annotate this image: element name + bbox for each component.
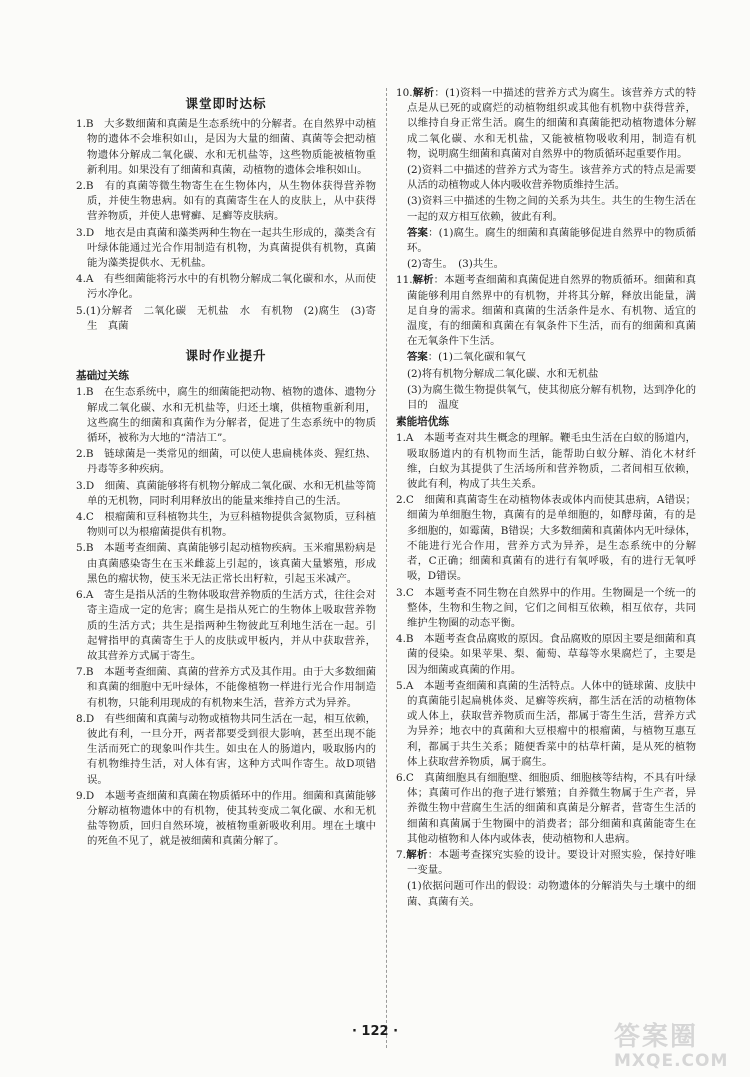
answer-item: 5.A 本题考查细菌和真菌的生活特点。人体中的链球菌、皮肤中的真菌能引起扁桃体炎、足癣等疾病，都生活在活的动植物体或人体上，获取营养物质而生活，都属于寄生生活，营养方式为异养；地衣中的真菌和大豆根瘤中的根瘤菌，与植物互惠互利，都属于共生关系；随便香菜中的枯草杆菌，是从死的植物体上获取营养物质，属于腐生。 [396,679,696,768]
answer-item: 4.C 根瘤菌和豆科植物共生，为豆科植物提供含氮物质，豆科植物则可以为根瘤菌提供有机物。 [76,511,376,539]
answer-item: 2.B 有的真菌等微生物寄生在生物体内，从生物体获得营养物质，并使生物患病。如有的真菌寄生在人的皮肤上，从中获得营养物质，并使人患臂癣、足癣等皮肤病。 [76,180,376,223]
answer-key-line: (3)为腐生微生物提供氧气，使其彻底分解有机物，达到净化的目的 温度 [407,383,696,412]
answer-item: 1.B 大多数细菌和真菌是生态系统中的分解者。在自然界中动植物的遗体不会堆积如山，是因为大量的细菌、真菌等会把动植物遗体分解成二氧化碳、水和无机盐等，这些物质能被植物重新利用。如果没有了细菌和真菌，动植物的遗体会堆积如山。 [76,118,376,176]
answer-item: 1.A 本题考查对共生概念的理解。鞭毛虫生活在白蚁的肠道内，吸取肠道内的有机物而生活，能帮助白蚁分解、消化木材纤维，白蚁为其提供了生活场所和营养物质，二者间相互依赖，彼此有利，构成了共生关系。 [396,432,696,491]
answer-item: 5.(1)分解者 二氧化碳 无机盐 水 有机物 (2)腐生 (3)寄生 真菌 [76,304,376,332]
answer-item-11: 11.解析：本题考查细菌和真菌促进自然界的物质循环。细菌和真菌能够利用自然界中的有机物，并将其分解，释放出能量，满足自身的需求。细菌和真菌的生活条件是水、有机物、适宜的温度，有的细菌和真菌在有氧条件下生活，而有的细菌和真菌在无氧条件下生活。 [396,274,697,348]
section-title-classroom: 课堂即时达标 [185,96,267,111]
right-column [396,86,696,911]
watermark-url: MXQE.COM [614,1051,729,1071]
answer-paragraph: (3)资料三中描述的生物之间的关系为共生。共生的生物生活在一起的双方相互依赖，彼此有利。 [407,195,696,223]
answer-item: 5.B 本题考查细菌、真菌能够引起动植物疾病。玉米瘤黑粉病是由真菌感染寄生在玉米雌蕊上引起的，该真菌大量繁殖，形成黑色的瘤状物，使玉米无法正常长出籽粒，引起玉米减产。 [76,542,376,585]
answer-key-line: (2)寄生。 (3)共生。 [407,258,504,271]
answer-item: 8.D 有些细菌和真菌与动物或植物共同生活在一起，相互依赖，彼此有利，一旦分开，两者都要受到很大影响，甚至出现不能生活而死亡的现象叫作共生。如虫在人的肠道内，吸取肠内的有机物维持生活，对人体有害，这种方式叫作寄生。故D项错误。 [76,712,376,786]
answer-item: 9.D 本题考查细菌和真菌在物质循环中的作用。细菌和真菌能够分解动植物遗体中的有机物，使其转变成二氧化碳、水和无机盐等物质，回归自然环境，被植物重新吸收利用。埋在土壤中的死鱼不见了，就是被细菌和真菌分解了。 [76,789,376,848]
answer-item: 1.B 在生态系统中，腐生的细菌能把动物、植物的遗体、遗物分解成二氧化碳、水和无机盐等，归还土壤，供植物重新利用，这些腐生的细菌和真菌作为分解者，促进了生态系统中的物质循环，被称为大地的“清洁工”。 [76,386,376,445]
column-divider [386,88,387,1048]
answer-item: 4.A 有些细菌能将污水中的有机物分解成二氧化碳和水，从而使污水净化。 [76,273,376,301]
answer-item: 2.B 链球菌是一类常见的细菌，可以使人患扁桃体炎、猩红热、丹毒等多种疾病。 [76,448,376,476]
answer-item: 4.B 本题考查食品腐败的原因。食品腐败的原因主要是细菌和真菌的侵染。如果苹果、梨、葡萄、草莓等水果腐烂了，主要是因为细菌或真菌的作用。 [396,633,696,676]
answer-key: 答案：(1)二氧化碳和氧气 [407,351,526,364]
answer-item: 7.B 本题考查细菌、真菌的营养方式及其作用。由于大多数细菌和真菌的细胞中无叶绿体，不能像植物一样进行光合作用制造有机物，只能利用现成的有机物来生活，营养方式为异养。 [76,666,376,709]
answer-paragraph: (1)依据问题可作出的假设：动物遗体的分解消失与土壤中的细菌、真菌有关。 [407,880,696,908]
answer-item: 3.C 本题考查不同生物在自然界中的作用。生物圈是一个统一的整体，生物和生物之间，它们之间相互依赖，相互依存，共同维护生物圈的动态平衡。 [396,586,696,629]
answer-item: 3.D 地衣是由真菌和藻类两种生物在一起共生形成的，藻类含有叶绿体能通过光合作用制造有机物，为真菌提供有机物，真菌能为藻类提供水、无机盐。 [76,226,376,270]
answer-item-7: 7.解析：本题考查探究实验的设计。要设计对照实验，保持好唯一变量。 [396,848,697,877]
answer-key-line: (2)将有机物分解成二氧化碳、水和无机盐 [407,367,599,380]
answer-paragraph: (2)资料二中描述的营养方式为寄生。该营养方式的特点是需要从活的动植物或人体内吸收营养物质维持生活。 [407,164,696,192]
page-number: · 122 · [351,1024,399,1039]
answer-item: 2.C 细菌和真菌寄生在动植物体表或体内而使其患病，A错误；细菌为单细胞生物，真菌有的是单细胞的，如酵母菌，有的是多细胞的，如霉菌，B错误；大多数细菌和真菌体内无叶绿体，不能进行光合作用，营养方式为异养，是生态系统中的分解者，C正确；细菌和真菌有的进行有氧呼吸，有的进行无氧呼吸，D错误。 [396,494,696,583]
answer-item: 6.C 真菌细胞具有细胞壁、细胞质、细胞核等结构，不具有叶绿体；真菌可作出的孢子进行繁殖；自养微生物属于生产者，异养微生物中营腐生生活的细菌和真菌是分解者，营寄生生活的细菌和真菌属于生物圈中的消费者；部分细菌和真菌能寄生在其他动植物和人体内或体表，使动植物和人患病。 [396,771,696,845]
section-title-homework: 课时作业提升 [185,348,267,364]
answer-item: 6.A 寄生是指从活的生物体吸取营养物质的生活方式，往往会对寄主造成一定的危害；腐生是指从死亡的生物体上吸取营养物质的生活方式；共生是指两种生物彼此互利地生活在一起。引起臂指甲的真菌寄生于人的皮肤或甲板内，并从中获取营养，故其营养方式属于寄生。 [76,589,376,662]
subsection-title-basic: 基础过关练 [76,370,129,383]
watermark-logo [614,1022,732,1074]
subsection-title-advanced: 素能培优练 [396,416,449,429]
watermark-text: 答案圈 [614,1022,699,1052]
answer-item-10: 10.解析：(1)资料一中描述的营养方式为腐生。该营养方式的特点是从已死的或腐烂的动植物组织或其他有机物中获得营养，以维持自身正常生活。腐生的细菌和真菌能把动植物遗体分解成二氧化碳、水和无机盐，又能被植物吸收利用，制造有机物，说明腐生细菌和真菌对自然界中的物质循环起重要作用。 [396,87,697,160]
answer-key: 答案：(1)腐生。腐生的细菌和真菌能够促进自然界中的物质循环。 [407,226,697,255]
left-column [76,86,376,851]
answer-item: 3.D 细菌、真菌能够将有机物分解成二氧化碳、水和无机盐等简单的无机物，同时利用释放出的能量来维持自己的生活。 [76,479,376,507]
